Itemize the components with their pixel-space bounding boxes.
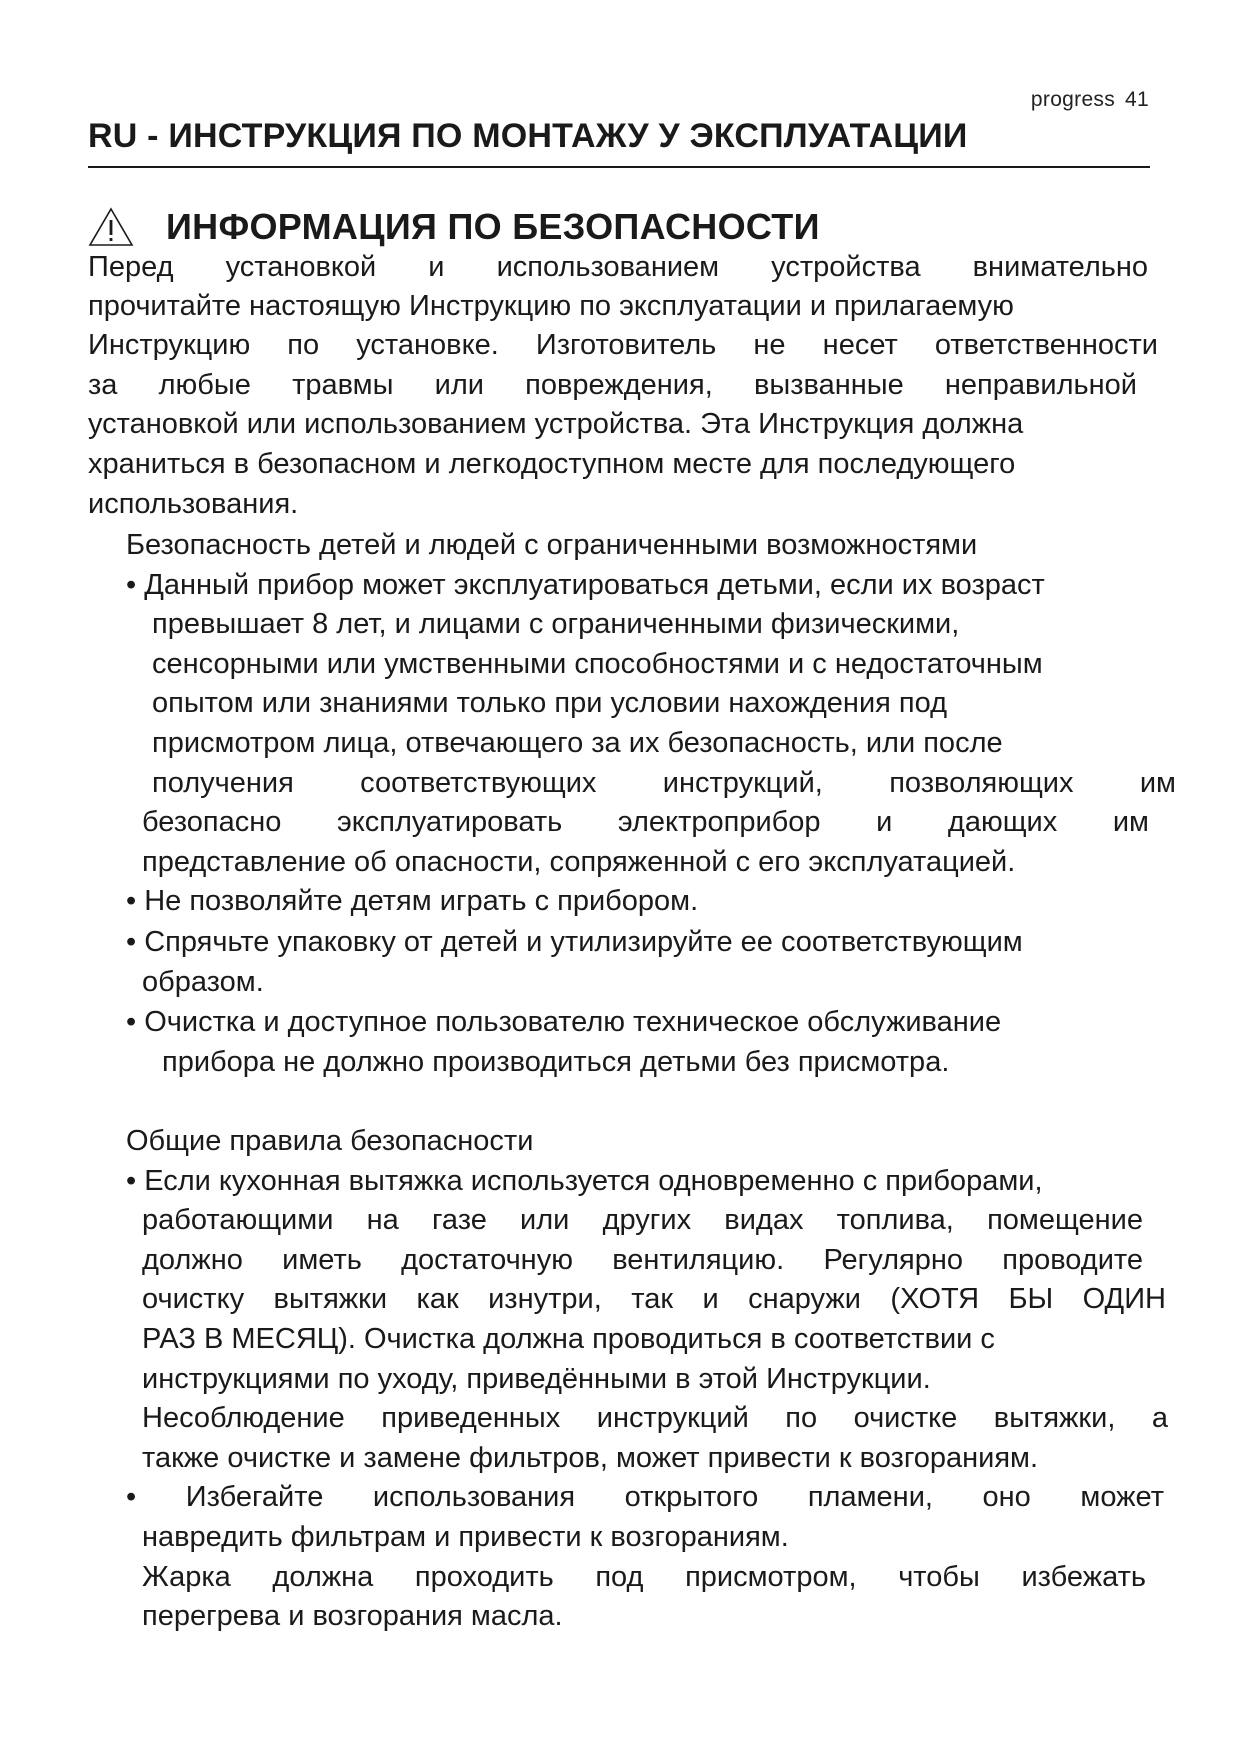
- list-item: • Если кухонная вытяжка используется одновременно с приборами,: [126, 1164, 1043, 1197]
- list-item: РАЗ В МЕСЯЦ). Очистка должна проводиться в соответствии с: [142, 1322, 995, 1355]
- brand-name: progress: [1030, 88, 1116, 111]
- general-safety-section: [126, 1122, 1176, 1637]
- intro-line: Перед установкой и использованием устройства внимательно: [88, 251, 1148, 283]
- list-item: • Очистка и доступное пользователю техническое обслуживание: [126, 1006, 1002, 1039]
- list-item: превышает 8 лет, и лицами с ограниченными физическими,: [152, 608, 960, 641]
- list-item: работающими на газе или других видах топлива, помещение: [142, 1204, 1143, 1237]
- list-item: Жарка должна проходить под присмотром, чтобы избежать: [142, 1560, 1146, 1593]
- subsection-heading: Общие правила безопасности: [126, 1125, 534, 1157]
- list-item: получения соответствующих инструкций, позволяющих им: [152, 766, 1176, 799]
- list-item: присмотром лица, отвечающего за их безопасность, или после: [152, 726, 1003, 759]
- intro-paragraph: [88, 248, 1173, 524]
- intro-line: Инструкцию по установке. Изготовитель не несет ответственности: [88, 329, 1158, 362]
- list-item: • Не позволяйте детям играть с прибором.: [126, 885, 699, 918]
- intro-line: за любые травмы или повреждения, вызванные неправильной: [88, 368, 1137, 401]
- page-header: [1031, 88, 1149, 112]
- list-item: также очистке и замене фильтров, может привести к возгораниям.: [142, 1441, 1039, 1474]
- intro-line: храниться в безопасном и легкодоступном месте для последующего: [88, 447, 1016, 480]
- document-title: RU - ИНСТРУКЦИЯ ПО МОНТАЖУ У ЭКСПЛУАТАЦИИ: [88, 117, 968, 155]
- warning-triangle-icon: [88, 207, 134, 247]
- list-item: • Данный прибор может эксплуатироваться детьми, если их возраст: [126, 568, 1045, 601]
- list-item: навредить фильтрам и привести к возгораниям.: [142, 1520, 789, 1553]
- list-item: прибора не должно производиться детьми без присмотра.: [162, 1045, 950, 1078]
- list-item: опытом или знаниями только при условии нахождения под: [152, 687, 948, 720]
- list-item: очистку вытяжки как изнутри, так и снаружи (ХОТЯ БЫ ОДИН: [142, 1283, 1166, 1316]
- section-title: ИНФОРМАЦИЯ ПО БЕЗОПАСНОСТИ: [166, 206, 820, 247]
- list-item: • Избегайте использования открытого пламени, оно может: [126, 1481, 1164, 1514]
- list-item: Несоблюдение приведенных инструкций по очистке вытяжки, а: [142, 1402, 1168, 1435]
- list-item: должно иметь достаточную вентиляцию. Регулярно проводите: [142, 1243, 1143, 1276]
- children-safety-section: [126, 526, 1176, 1082]
- list-item: безопасно эксплуатировать электроприбор и дающих им: [142, 806, 1149, 839]
- list-item: сенсорными или умственными способностями и с недостаточным: [152, 647, 1043, 680]
- page-number: 41: [1125, 88, 1149, 111]
- intro-line: использования.: [88, 487, 299, 520]
- intro-line: прочитайте настоящую Инструкцию по эксплуатации и прилагаемую: [88, 289, 1014, 322]
- subsection-heading: Безопасность детей и людей с ограниченными возможностями: [126, 529, 978, 561]
- intro-line: установкой или использованием устройства. Эта Инструкция должна: [88, 408, 1024, 441]
- list-item: перегрева и возгорания масла.: [142, 1600, 563, 1633]
- list-item: инструкциями по уходу, приведёнными в этой Инструкции.: [142, 1362, 931, 1395]
- section-heading: [88, 203, 820, 251]
- title-divider: [88, 166, 1150, 168]
- list-item: образом.: [142, 965, 264, 998]
- list-item: • Спрячьте упаковку от детей и утилизируйте ее соответствующим: [126, 925, 1023, 958]
- list-item: представление об опасности, сопряженной с его эксплуатацией.: [142, 845, 1016, 878]
